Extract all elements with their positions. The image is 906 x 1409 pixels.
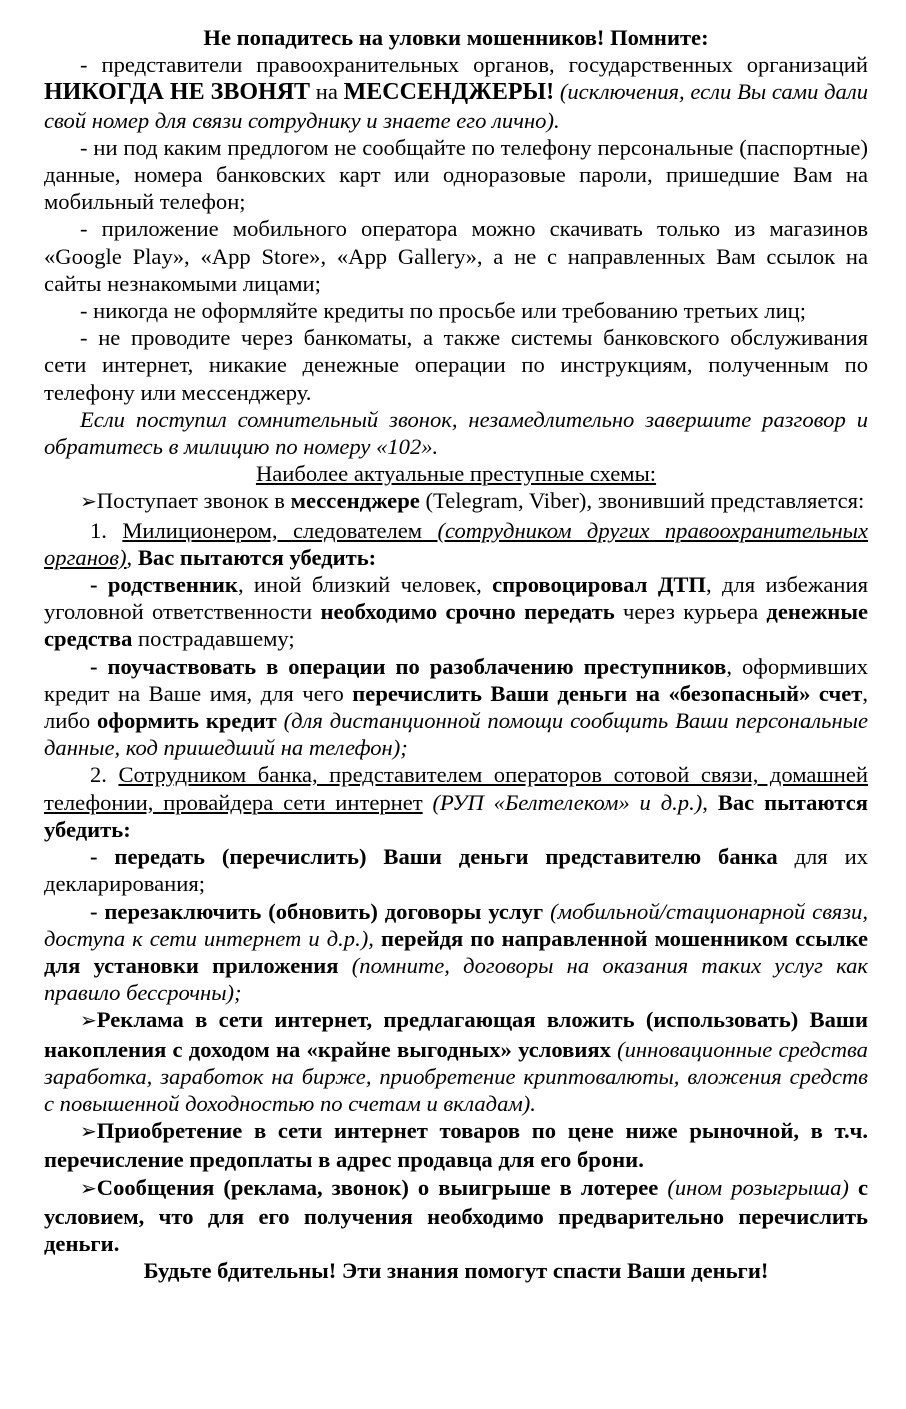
scheme-1-police — [44, 517, 868, 571]
italic-note: (ином розыгрыша) — [667, 1174, 849, 1200]
bold-span: с условием, что для его получения необходимо предварительно перечислить деньги. — [44, 1174, 868, 1256]
italic-note: (для дистанционной помощи сообщить Ваши персональные данные, код пришедший на телефон); — [44, 708, 868, 761]
list-number: 2. — [90, 762, 119, 788]
text-span: - представители правоохранительных органов, государственных организаций — [80, 52, 868, 78]
bold-span: оформить кредит — [97, 708, 277, 734]
closing-line: Будьте бдительны! Эти знания помогут спасти Ваши деньги! — [143, 1258, 769, 1284]
text-span — [849, 1175, 858, 1200]
text-span: , либо — [44, 680, 868, 734]
italic-note: (инновационные средства заработка, заработок на бирже, приобретение криптовалюты, вложения средств с повышенной доходностью по счетам и вкладам). — [44, 1036, 868, 1116]
text-span: , для избежания уголовной ответственности — [44, 572, 868, 625]
text-span: для их декларирования; — [44, 844, 868, 897]
bold-span: денежные средства — [44, 599, 868, 652]
text-span: , — [126, 544, 138, 570]
text-span: Поступает звонок в — [96, 488, 291, 514]
scheme-messenger-call — [44, 487, 868, 516]
rule-no-personal-data: - ни под каким предлогом не сообщайте по телефону персональные (паспортные) данные, номера банковских карт или одноразовые пароли, пришедшие Вам на мобильный телефон; — [44, 134, 868, 215]
emphasis-messenger: мессенджере — [290, 488, 420, 514]
rule-no-messenger-calls — [44, 51, 868, 134]
list-number: 1. — [90, 517, 123, 543]
police-caller: Милиционером, следователем — [122, 517, 438, 543]
document-title: Не попадитесь на уловки мошенников! Помните: — [203, 25, 709, 50]
bold-span: перейдя по направленной мошенником ссылке для установки приложения — [44, 925, 868, 978]
text-span: , — [702, 789, 718, 815]
advice-call-102: Если поступил сомнительный звонок, незамедлительно завершите разговор и обратитесь в милицию по номеру «102». — [44, 406, 868, 460]
scheme-1-safe-account — [44, 653, 868, 762]
scheme-2-renew-contracts — [44, 898, 868, 1007]
bold-span: Приобретение в сети интернет товаров по цене ниже рыночной, в т.ч. перечисление предоплаты в адрес продавца для его брони. — [44, 1118, 868, 1173]
arrow-bullet-icon: ➢ — [80, 1010, 97, 1033]
bold-span: Реклама в сети интернет, предлагающая вложить (использовать) Ваши накопления с доходом на «крайне выгодных» условиях — [44, 1007, 868, 1062]
italic-note: (мобильной/стационарной связи, доступа к сети интернет и д.р.), — [44, 898, 868, 951]
bold-span: Сообщения (реклама, звонок) о выигрыше в лотерее — [96, 1174, 659, 1200]
scheme-2-bank-operator — [44, 761, 868, 843]
scheme-1-relative-accident — [44, 571, 868, 653]
emphasis-never-call: НИКОГДА НЕ ЗВОНЯТ — [44, 79, 311, 106]
bold-span: - передать (перечислить) Ваши деньги представителю банка — [90, 844, 778, 870]
bold-span: перечислить Ваши деньги на «безопасный» счет — [352, 680, 863, 706]
scheme-lottery-win — [44, 1174, 868, 1258]
text-span — [277, 708, 284, 733]
arrow-bullet-icon: ➢ — [80, 1177, 97, 1200]
bold-span: - родственник — [90, 572, 238, 598]
trying-to-convince: Вас пытаются убедить: — [137, 544, 377, 570]
scheme-cheap-goods — [44, 1117, 868, 1173]
rule-no-credits: - никогда не оформляйте кредиты по просьбе или требованию третьих лиц; — [80, 298, 807, 324]
text-span — [374, 926, 381, 951]
text-span: , оформивших кредит на Ваше имя, для чего — [44, 653, 868, 706]
text-span: пострадавшему; — [132, 626, 295, 652]
rule-no-atm-operations: - не проводите через банкоматы, а также системы банковского обслуживания сети интернет, никакие денежные операции по инструкциям, полученным по телефону или мессенджеру. — [44, 325, 868, 405]
trying-to-convince: Вас пытаются убедить: — [44, 789, 869, 842]
text-span: , иной близкий человек, — [237, 572, 493, 598]
police-caller-note: (сотрудником других правоохранительных органов) — [44, 517, 869, 570]
text-span: на — [310, 79, 344, 105]
text-span — [339, 953, 352, 978]
text-span — [423, 790, 433, 815]
document-page — [44, 0, 868, 1284]
bold-span: - поучаствовать в операции по разоблачению преступников — [90, 653, 727, 679]
text-span — [658, 1175, 667, 1200]
schemes-heading: Наиболее актуальные преступные схемы: — [255, 461, 657, 487]
bold-span: спровоцировал ДТП — [492, 572, 707, 598]
italic-note: (РУП «Белтелеком» и д.р.) — [432, 789, 703, 815]
arrow-bullet-icon: ➢ — [80, 1121, 97, 1144]
rule-official-app-stores: - приложение мобильного оператора можно скачивать только из магазинов «Google Play», «App Store», «App Gallery», а не с направленных Вам ссылок на сайты незнакомыми лицами; — [44, 216, 868, 296]
scheme-investment-ads — [44, 1006, 868, 1117]
exception-note: (исключения, если Вы сами дали свой номер для связи сотруднику и знаете его лично). — [44, 79, 868, 133]
bank-caller: Сотрудником банка, представителем операторов сотовой связи, домашней телефонии, провайдера сети интернет — [44, 762, 869, 815]
emphasis-messengers: МЕССЕНДЖЕРЫ! — [343, 79, 555, 106]
bold-span: - перезаключить (обновить) договоры услуг — [90, 898, 544, 924]
arrow-bullet-icon: ➢ — [80, 491, 97, 514]
text-span: через курьера — [614, 599, 767, 625]
text-span: (Telegram, Viber), звонивший представляется: — [419, 488, 865, 514]
scheme-2-transfer-money — [44, 843, 868, 897]
italic-note: (помните, договоры на оказания таких услуг как правило бессрочны); — [44, 952, 868, 1006]
bold-span: необходимо срочно передать — [320, 599, 615, 625]
